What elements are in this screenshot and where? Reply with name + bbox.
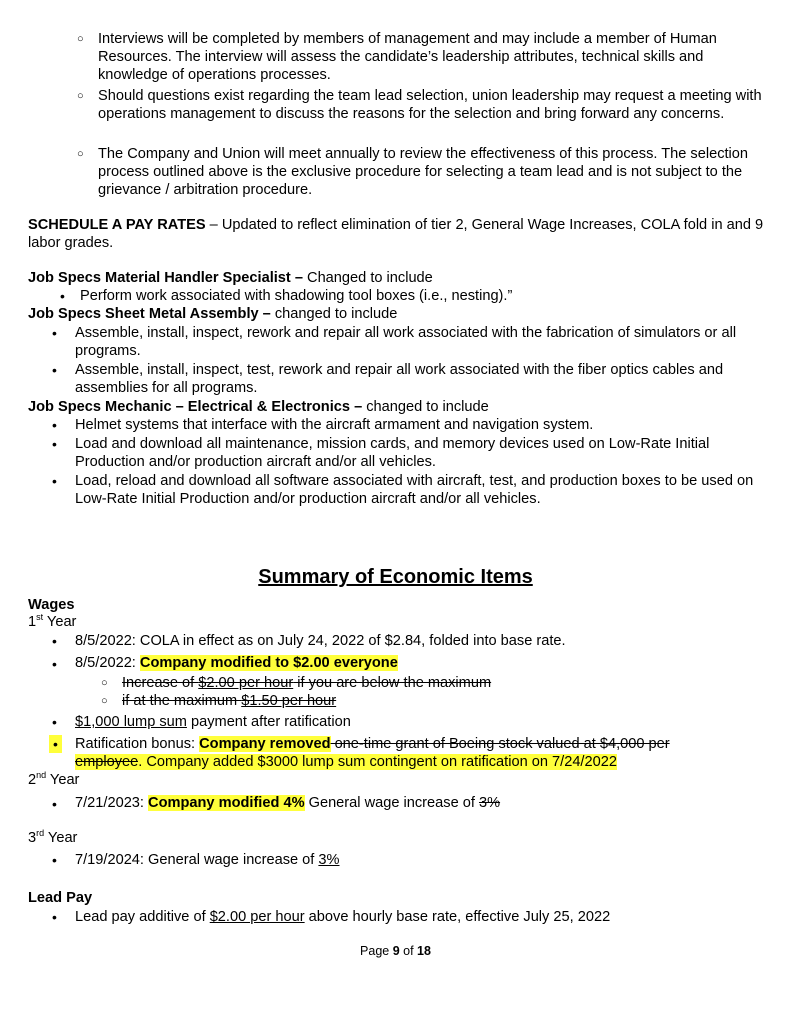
footer-label: Page [360,944,393,958]
struck-text: employee [75,754,139,770]
bullet-icon: • [52,656,57,672]
year-num: 2 [28,772,37,788]
year-1-label [28,613,76,631]
year-sup: rd [36,828,45,839]
bullet-icon: • [52,362,57,378]
year-text: Year [44,830,78,846]
job-spec-heading [28,398,489,416]
item-text: 7/19/2024: General wage increase of [75,852,319,868]
page-footer [0,944,791,958]
page-number: 9 [392,944,400,958]
list-item: Load, reload and download all software associated with aircraft, test, and production boxes to be used on Low-Rate Initial Production and/or production aircraft and/or all vehicles. [75,473,754,507]
struck-amount: $1.50 per hour [241,693,337,709]
list-item [75,654,398,672]
year-3-label [28,829,77,847]
schedule-a-text: – Updated to reflect elimination of tier 2, General Wage Increases, COLA fold in and 9 labor grades. [28,217,764,251]
job-spec-title: Job Specs Sheet Metal Assembly – [28,306,271,322]
year-2-label [28,771,79,789]
job-spec-suffix: Changed to include [302,270,433,286]
schedule-a-heading: SCHEDULE A PAY RATES [28,217,206,233]
job-spec-suffix: changed to include [362,399,489,415]
bullet-icon: • [60,288,65,304]
year-num: 3 [28,830,37,846]
page-total: 18 [417,944,431,958]
struck-sub-item [122,674,491,692]
sub-bullet-annual-review: The Company and Union will meet annually to review the effectiveness of this process. The selection process outlined above is the exclusive procedure for selecting a team lead and is not subject to the grievance / arbitration procedure. [98,146,749,198]
wages-heading [28,596,75,614]
struck-text: one-time grant of Boeing stock valued at $4,000 per [330,736,670,752]
item-text: above hourly base rate, effective July 25, 2022 [304,909,611,925]
year-num: 1 [28,614,37,630]
summary-title: Summary of Economic Items [258,566,533,588]
item-prefix: 8/5/2022: [75,655,140,671]
highlight-company-modified: Company modified to $2.00 everyone [139,655,398,671]
list-item: Assemble, install, inspect, test, rework and repair all work associated with the fiber optics cables and assemblies for all programs. [75,362,724,396]
bullet-icon: • [52,909,57,925]
wages-heading-text: Wages [28,597,75,613]
list-item [75,794,500,812]
item-text: Lead pay additive of [75,909,210,925]
item-text: Ratification bonus: [75,736,200,752]
list-item: Helmet systems that interface with the aircraft armament and navigation system. [75,417,594,433]
job-spec-suffix: changed to include [270,306,398,322]
list-item: Perform work associated with shadowing tool boxes (i.e., nesting).” [80,288,513,304]
year-sup: st [36,612,44,623]
list-item [75,735,670,753]
increase-amount: 3% [318,852,340,868]
list-item [75,851,340,869]
item-text: payment after ratification [186,714,351,730]
bullet-icon: • [52,852,57,868]
highlight-company-removed: Company removed [199,736,331,752]
circle-bullet-icon: ○ [77,148,84,160]
list-item: Assemble, install, inspect, rework and repair all work associated with the fabrication of simulators or all programs. [75,325,737,359]
highlight-company-modified: Company modified 4% [148,795,305,811]
struck-sub-item [122,692,336,710]
list-item: 8/5/2022: COLA in effect as on July 24, 2022 of $2.84, folded into base rate. [75,633,566,649]
job-spec-title: Job Specs Mechanic – Electrical & Electronics – [28,399,363,415]
circle-bullet-icon: ○ [77,90,84,102]
circle-bullet-icon: ○ [101,695,108,707]
highlight-company-added: . Company added $3000 lump sum contingent on ratification on 7/24/2022 [138,754,617,770]
struck-text: if at the maximum [122,693,242,709]
bullet-icon: • [52,325,57,341]
list-item-continuation [75,753,617,771]
year-sup: nd [36,770,47,781]
bullet-icon: • [52,473,57,489]
year-text: Year [46,772,80,788]
lead-pay-amount: $2.00 per hour [209,909,305,925]
list-item: Load and download all maintenance, mission cards, and memory devices used on Low-Rate Initial Production and/or production aircraft and/or all vehicles. [75,436,710,470]
sub-bullet-questions: Should questions exist regarding the team lead selection, union leadership may request a meeting with operations management to discuss the reasons for the selection and bring forward any concerns. [98,88,762,122]
struck-text: if you are below the maximum [293,675,492,691]
struck-text: 3% [478,795,501,811]
bullet-icon: • [52,796,57,812]
schedule-a-paragraph [28,216,768,252]
lead-pay-heading [28,889,92,907]
year-text: Year [43,614,77,630]
footer-of: of [399,944,418,958]
list-item [75,713,351,731]
bullet-icon: • [52,633,57,649]
bullet-icon: • [52,714,57,730]
lump-sum-amount: $1,000 lump sum [75,714,187,730]
struck-text: Increase of [122,675,199,691]
item-text: General wage increase of [304,795,479,811]
circle-bullet-icon: ○ [77,33,84,45]
sub-bullet-interviews: Interviews will be completed by members of management and may include a member of Human Resources. The interview will assess the candidate’s leadership attributes, technical skills and knowledge of operations processes. [98,31,717,83]
list-item [75,908,610,926]
bullet-icon: • [52,436,57,452]
struck-amount: $2.00 per hour [198,675,294,691]
item-prefix: 7/21/2023: [75,795,149,811]
bullet-icon: • [52,417,57,433]
bullet-icon: • [49,735,62,753]
circle-bullet-icon: ○ [101,677,108,689]
job-spec-title: Job Specs Material Handler Specialist – [28,270,303,286]
job-spec-heading [28,305,397,323]
job-spec-heading [28,269,433,287]
lead-pay-heading-text: Lead Pay [28,890,93,906]
